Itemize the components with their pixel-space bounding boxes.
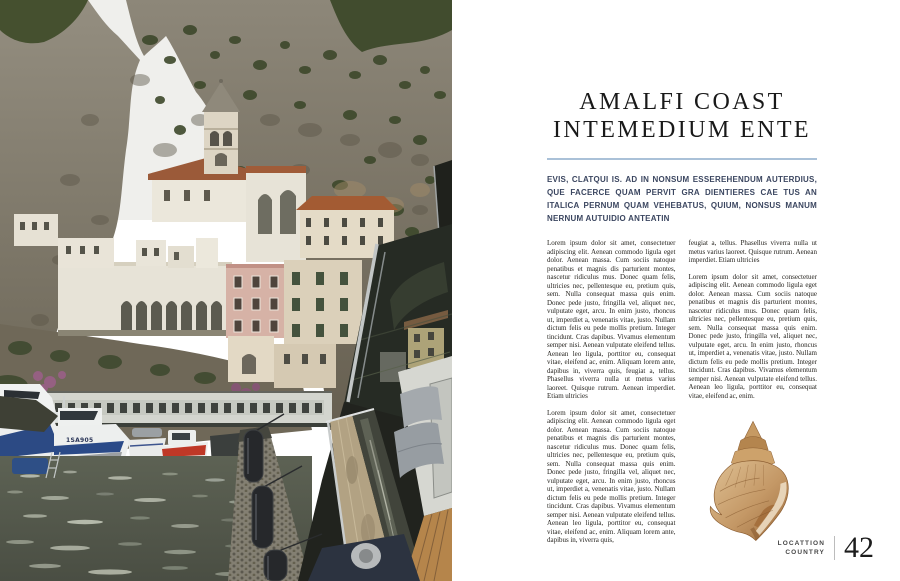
blue-boat-stern [12, 458, 48, 474]
column-1 [547, 239, 676, 553]
column-2 [689, 239, 818, 553]
boat-registration: 1SA905 [66, 437, 94, 444]
windlass [351, 543, 381, 569]
col2-paragraph-2: Lorem ipsum dolor sit amet, consectetuer adipiscing elit. Aenean commodo ligula eget dolor. Aenean massa. Cum sociis natoque penatibus et magnis dis parturient montes, nascetur ridiculus mus. Donec quam felis, ultricies nec, pellentesque eu, pretium quis, sem. Nulla consequat massa quis enim. Donec pede justo, fringilla vel, aliquet nec, vulputate eget, arcu. In enim justo, rhoncus ut, imperdiet a, venenatis vitae, justo. Nullam dictum felis eu pede mollis pretium. Integer tincidunt. Cras dapibus. Vivamus elementum semper nisi. Aenean vulputate eleifend tellus. Aenean leo ligula, porttitor eu, consequat vitae, eleifend ac, enim. [688, 272, 817, 400]
shuttered-building [284, 260, 362, 344]
conch-shell-illustration [701, 416, 805, 544]
page-footer [778, 533, 874, 563]
page-number: 42 [844, 531, 874, 564]
standfirst: EVIS, CLATQUI IS. AD IN NONSUM ESSEREHENDUM AUTERDIUS, QUE FACERCE QUAM PERVIT GRA DIENTIERES CAE TUS AN ITALICA PERNUM QUAM VEHEBATUS, QUIUM, NONSUS MANUM NERNUM AUTUIDIO ANTEATIN [547, 174, 818, 223]
location-label: LOCATTION [777, 540, 825, 547]
title-line-2: INTEMEDIUM ENTE [553, 117, 811, 143]
body-columns [547, 239, 817, 553]
arched-building [246, 166, 306, 262]
small-boats [128, 428, 166, 458]
shell-illustration-wrap [689, 416, 818, 549]
article-title [547, 88, 817, 144]
folio-location [778, 539, 825, 557]
col2-paragraph-1: feugiat a, tellus. Phasellus viverra nulla ut metus varius laoreet. Quisque rutrum. Aenean imperdiet. Etiam ultricies [688, 239, 817, 264]
article-page [452, 0, 900, 581]
folio-separator [834, 536, 835, 560]
title-line-1: AMALFI COAST [579, 89, 785, 115]
col1-paragraph-1: Lorem ipsum dolor sit amet, consectetuer adipiscing elit. Aenean commodo ligula eget dolor. Aenean massa. Cum sociis natoque penatibus et magnis dis parturient montes, nascetur ridiculus mus. Donec quam felis, ultricies nec, pellentesque eu, pretium quis, sem. Nulla consequat massa quis enim. Donec pede justo, fringilla vel, aliquet nec, vulputate eget, arcu. In enim justo, rhoncus ut, imperdiet a, venenatis vitae, justo. Nullam dictum felis eu pede mollis pretium. Integer tincidunt. Cras dapibus. Vivamus elementum semper nisi. Aenean vulputate eleifend tellus. Aenean leo ligula, porttitor eu, consequat vitae, eleifend ac, enim. Aliquam lorem ante, dapibus in, viverra quis, feugiat a, tellus. Phasellus viverra nulla ut metus varius laoreet. Quisque rutrum. Aenean imperdiet. Etiam ultricies [547, 239, 676, 400]
col1-paragraph-2: Lorem ipsum dolor sit amet, consectetuer adipiscing elit. Aenean commodo ligula eget dolor. Aenean massa. Cum sociis natoque penatibus et magnis dis parturient montes, nascetur ridiculus mus. Donec quam felis, ultricies nec, pellentesque eu, pretium quis, sem. Nulla consequat massa quis enim. Donec pede justo, fringilla vel, aliquet nec, vulputate eget, arcu. In enim justo, rhoncus ut, imperdiet a, venenatis vitae, justo. Nullam dictum felis eu pede mollis pretium. Integer tincidunt. Cras dapibus. Vivamus elementum semper nisi. Aenean vulputate eleifend tellus. Aenean leo ligula, porttitor eu, consequat vitae, eleifend ac, enim. Aliquam lorem ante, dapibus in, viverra quis, [547, 408, 676, 544]
country-label: COUNTRY [785, 549, 825, 556]
pink-building [226, 264, 286, 338]
title-rule [547, 158, 817, 160]
